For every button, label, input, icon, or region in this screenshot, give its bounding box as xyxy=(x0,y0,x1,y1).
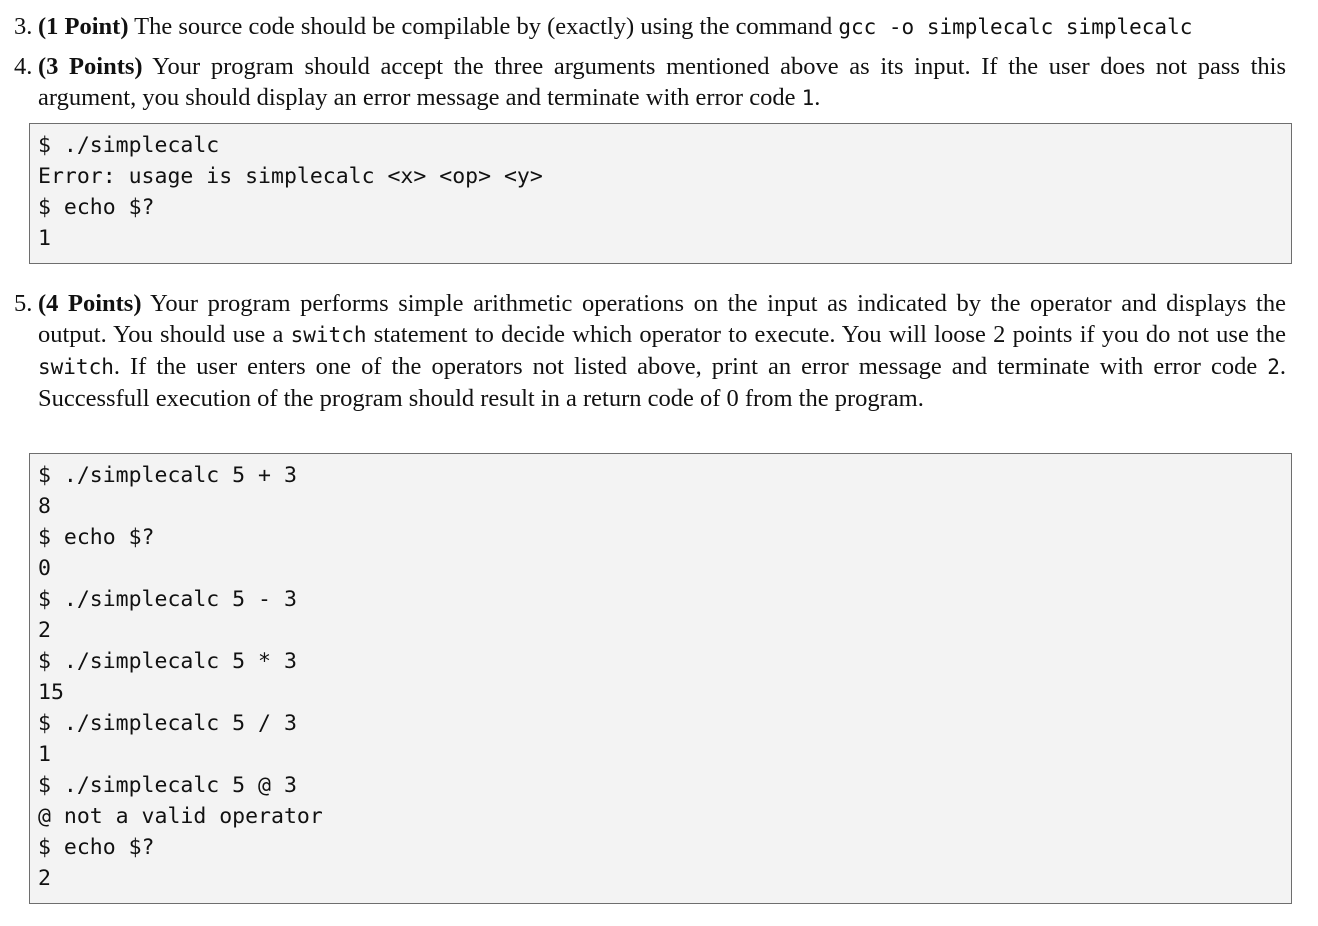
terminal-line: $ ./simplecalc 5 / 3 xyxy=(38,711,297,736)
terminal-example-operations xyxy=(29,453,1292,904)
item-body xyxy=(38,11,1286,43)
terminal-line: Error: usage is simplecalc <x> <op> <y> xyxy=(38,164,543,189)
item-body xyxy=(38,51,1286,114)
inline-code: switch xyxy=(290,323,367,347)
terminal-line: $ echo $? xyxy=(38,525,155,550)
item-body xyxy=(38,288,1286,414)
terminal-line: $ ./simplecalc xyxy=(38,133,220,158)
requirement-item-5 xyxy=(14,288,1286,414)
item-text: . If the user enters one of the operators not listed above, print an error message and terminate with error code xyxy=(113,353,1268,380)
inline-code: 2 xyxy=(1267,355,1280,379)
terminal-line: @ not a valid operator xyxy=(38,804,323,829)
terminal-line: 2 xyxy=(38,618,51,643)
terminal-line: 8 xyxy=(38,494,51,519)
item-text-end: . xyxy=(814,84,821,111)
item-text: The source code should be compilable by (exactly) using the command xyxy=(128,13,839,40)
item-text: statement to decide which operator to execute. You will loose 2 points if you do not use the xyxy=(366,321,1286,348)
item-number: 5. xyxy=(14,290,33,317)
terminal-line: 2 xyxy=(38,866,51,891)
terminal-line: 1 xyxy=(38,226,51,251)
inline-code: 1 xyxy=(801,86,815,110)
inline-code: switch xyxy=(38,355,114,379)
terminal-line: $ echo $? xyxy=(38,835,155,860)
points-label: (4 Points) xyxy=(38,290,142,317)
terminal-line: $ echo $? xyxy=(38,195,155,220)
item-number: 3. xyxy=(14,13,33,40)
item-text: . Successfull execution of the program should result in a return code of 0 from the program. xyxy=(38,353,1286,412)
terminal-line: $ ./simplecalc 5 - 3 xyxy=(38,587,297,612)
requirement-item-4 xyxy=(14,51,1286,114)
terminal-line: 15 xyxy=(38,680,64,705)
item-number: 4. xyxy=(14,53,33,80)
terminal-line: $ ./simplecalc 5 * 3 xyxy=(38,649,297,674)
points-label: (1 Point) xyxy=(38,13,129,40)
item-text: Your program performs simple arithmetic operations on the input as indicated by the operator and displays the output. You should use a xyxy=(38,290,1286,348)
requirement-item-3 xyxy=(14,11,1286,43)
item-text: Your program should accept the three arguments mentioned above as its input. If the user does not pass this argument, you should display an error message and terminate with error code xyxy=(38,53,1286,111)
inline-code: gcc -o simplecalc simplecalc xyxy=(838,15,1193,39)
terminal-example-usage-error xyxy=(29,123,1292,264)
points-label: (3 Points) xyxy=(38,53,143,80)
terminal-line: 1 xyxy=(38,742,51,767)
terminal-line: $ ./simplecalc 5 + 3 xyxy=(38,463,297,488)
terminal-line: $ ./simplecalc 5 @ 3 xyxy=(38,773,297,798)
terminal-line: 0 xyxy=(38,556,51,581)
